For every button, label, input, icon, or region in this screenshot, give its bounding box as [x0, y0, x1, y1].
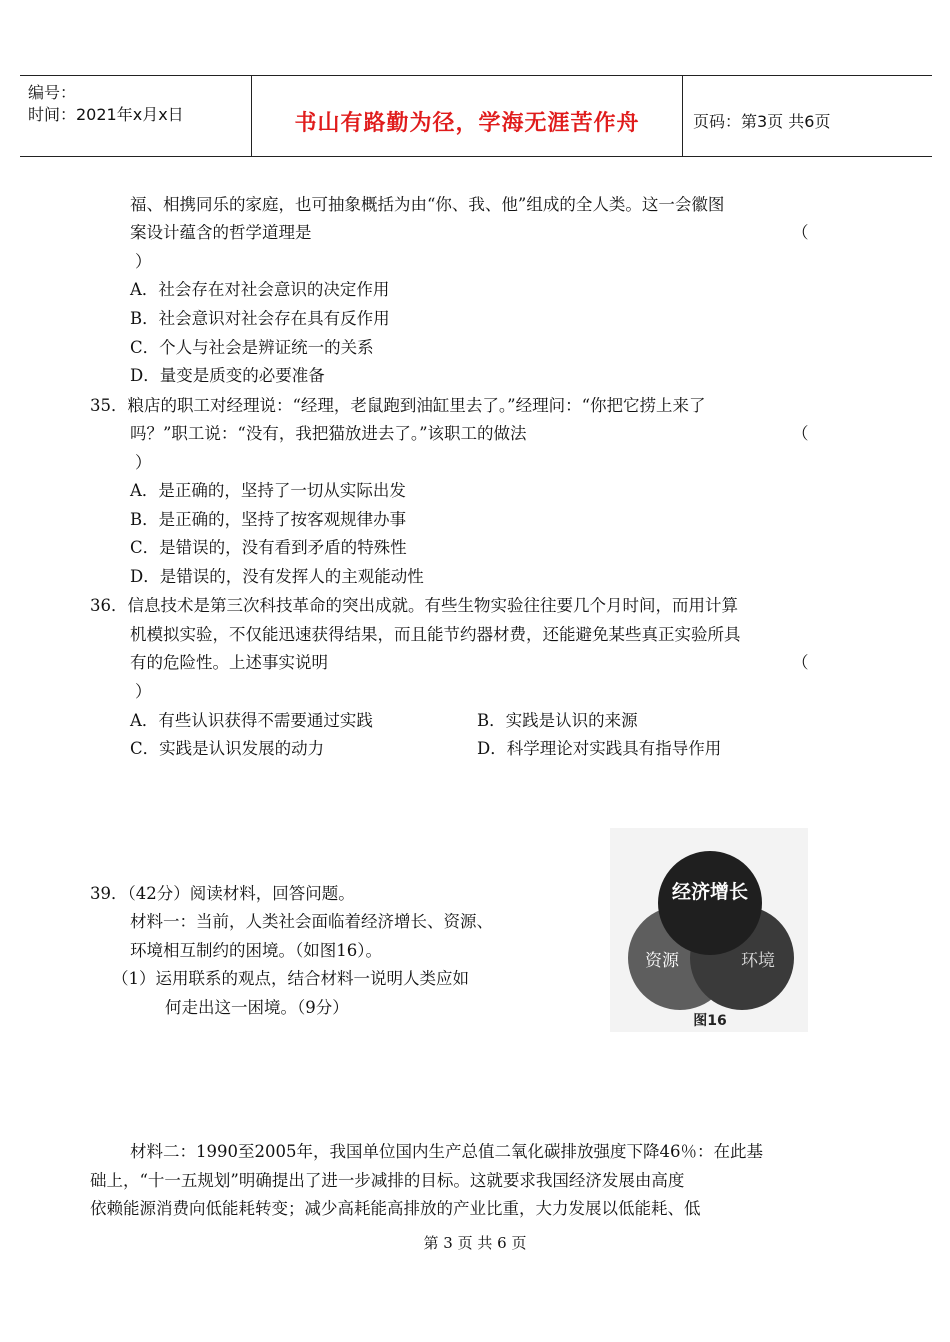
- q39-title: 39．（42分）阅读材料，回答问题。: [90, 884, 355, 903]
- q34-option-b: B．社会意识对社会存在具有反作用: [130, 309, 390, 328]
- page-info: 页码：第3页 共6页: [693, 112, 831, 131]
- q39-material2-line2: 础上，“十一五规划”明确提出了进一步减排的目标。这就要求我国经济发展由高度: [90, 1171, 685, 1190]
- page-header: [20, 75, 932, 157]
- venn-label-economic-growth: 经济增长: [671, 881, 749, 903]
- venn-circle-economic-growth: [658, 851, 762, 955]
- q34-answer-paren-open: （: [792, 223, 809, 242]
- q35-option-c: C．是错误的，没有看到矛盾的特殊性: [130, 538, 407, 557]
- venn-label-resources: 资源: [645, 951, 679, 971]
- q36-answer-paren-close: ）: [135, 682, 152, 701]
- q34-answer-paren-close: ）: [135, 252, 152, 271]
- page-footer: 第 3 页 共 6 页: [423, 1234, 527, 1252]
- q34-line1: 福、相携同乐的家庭，也可抽象概括为由“你、我、他”组成的全人类。这一会徽图: [130, 195, 725, 214]
- q36-line2: 机模拟实验，不仅能迅速获得结果，而且能节约器材费，还能避免某些真正实验所具: [130, 625, 741, 644]
- q35-answer-paren-close: ）: [135, 453, 152, 472]
- q39-sub1-line1: （1）运用联系的观点，结合材料一说明人类应如: [112, 969, 469, 988]
- q35-option-b: B．是正确的，坚持了按客观规律办事: [130, 510, 407, 529]
- q36-option-c: C．实践是认识发展的动力: [130, 739, 325, 758]
- figure-16-venn-diagram: [610, 828, 808, 1032]
- header-motto-cell: [251, 76, 683, 156]
- q34-line2: 案设计蕴含的哲学道理是: [130, 223, 312, 242]
- q36-option-d: D．科学理论对实践具有指导作用: [477, 739, 722, 758]
- q34-option-c: C．个人与社会是辨证统一的关系: [130, 338, 374, 357]
- q34-option-a: A．社会存在对社会意识的决定作用: [130, 280, 390, 299]
- motto: 书山有路勤为径，学海无涯苦作舟: [294, 111, 640, 136]
- q35-line2: 吗？”职工说：“没有，我把猫放进去了。”该职工的做法: [130, 424, 527, 443]
- serial-label: 编号：: [28, 83, 77, 102]
- q39-material1-line2: 环境相互制约的困境。（如图16）。: [130, 941, 382, 960]
- q39-material2-line1: 材料二：1990至2005年，我国单位国内生产总值二氧化碳排放强度下降46％：在此基: [130, 1142, 763, 1161]
- figure-caption: 图16: [693, 1013, 727, 1029]
- venn-label-environment: 环境: [741, 951, 775, 971]
- header-right-cell: [683, 76, 932, 156]
- q36-option-a: A．有些认识获得不需要通过实践: [130, 711, 373, 730]
- q34-option-d: D．量变是质变的必要准备: [130, 366, 325, 385]
- q35-answer-paren-open: （: [792, 424, 809, 443]
- q35-line1: 35．粮店的职工对经理说：“经理，老鼠跑到油缸里去了。”经理问：“你把它捞上来了: [90, 396, 706, 415]
- q39-sub1-line2: 何走出这一困境。（9分）: [165, 998, 349, 1017]
- q35-option-d: D．是错误的，没有发挥人的主观能动性: [130, 567, 424, 586]
- q36-line3: 有的危险性。上述事实说明: [130, 653, 328, 672]
- header-left-cell: [20, 76, 252, 156]
- q36-line1: 36．信息技术是第三次科技革命的突出成就。有些生物实验往往要几个月时间，而用计算: [90, 596, 738, 615]
- q39-material2-line3: 依赖能源消费向低能耗转变；减少高耗能高排放的产业比重，大力发展以低能耗、低: [90, 1199, 701, 1218]
- q36-answer-paren-open: （: [792, 653, 809, 672]
- q36-option-b: B．实践是认识的来源: [477, 711, 638, 730]
- date-line: 时间：2021年x月x日: [28, 105, 184, 124]
- q39-material1-line1: 材料一：当前，人类社会面临着经济增长、资源、: [130, 912, 493, 931]
- q35-option-a: A．是正确的，坚持了一切从实际出发: [130, 481, 406, 500]
